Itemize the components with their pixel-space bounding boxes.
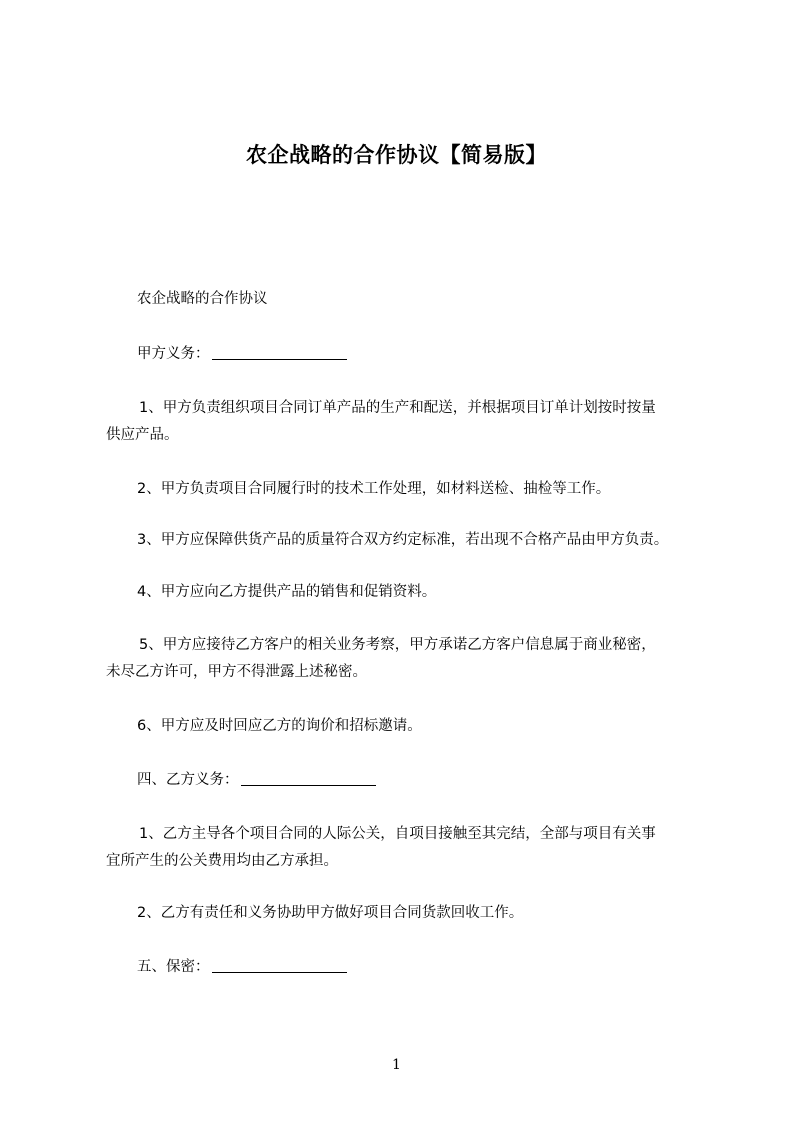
party-a-item-5-line2: 未尽乙方许可，甲方不得泄露上述秘密。	[106, 664, 367, 680]
party-a-heading	[106, 341, 716, 368]
party-b-heading-text: 四、乙方义务：	[137, 772, 239, 788]
agreement-subtitle-text: 农企战略的合作协议	[137, 291, 268, 307]
party-a-item-6	[106, 713, 716, 740]
party-a-item-3-line1: 3、甲方应保障供货产品的质量符合双方约定标准，若出现不合格产品由甲方负责。	[137, 532, 669, 548]
document-title: 农企战略的合作协议【简易版】	[246, 143, 547, 167]
party-b-heading	[106, 767, 716, 794]
party-a-item-5	[106, 632, 716, 686]
party-b-item-1-line1: 1、乙方主导各个项目合同的人际公关，自项目接触至其完结，全部与项目有关事	[139, 826, 656, 842]
agreement-subtitle	[106, 286, 716, 313]
party-a-item-6-line1: 6、甲方应及时回应乙方的询价和招标邀请。	[137, 718, 422, 734]
party-a-item-2-line1: 2、甲方负责项目合同履行时的技术工作处理，如材料送检、抽检等工作。	[137, 481, 611, 497]
party-a-item-1-line1: 1、甲方负责组织项目合同订单产品的生产和配送，并根据项目订单计划按时按量	[139, 400, 656, 416]
confidential-heading	[106, 954, 716, 981]
party-b-item-1-line2: 宜所产生的公关费用均由乙方承担。	[106, 853, 338, 869]
party-a-item-5-line1: 5、甲方应接待乙方客户的相关业务考察，甲方承诺乙方客户信息属于商业秘密，	[139, 637, 656, 653]
party-a-item-4-line1: 4、甲方应向乙方提供产品的销售和促销资料。	[137, 584, 437, 600]
party-a-item-3	[106, 527, 716, 554]
party-a-item-1	[106, 395, 716, 449]
party-b-item-2-line1: 2、乙方有责任和义务协助甲方做好项目合同货款回收工作。	[137, 905, 524, 921]
party-b-item-1	[106, 821, 716, 875]
party-a-blank-line	[212, 345, 347, 360]
party-b-blank-line	[241, 771, 376, 786]
confidential-blank-line	[212, 958, 347, 973]
party-b-item-2	[106, 900, 716, 927]
party-a-heading-text: 甲方义务：	[137, 346, 210, 362]
party-a-item-2	[106, 476, 716, 503]
confidential-heading-text: 五、保密：	[137, 959, 210, 975]
party-a-item-4	[106, 579, 716, 606]
page-number: 1	[392, 1057, 401, 1073]
party-a-item-1-line2: 供应产品。	[106, 427, 179, 443]
